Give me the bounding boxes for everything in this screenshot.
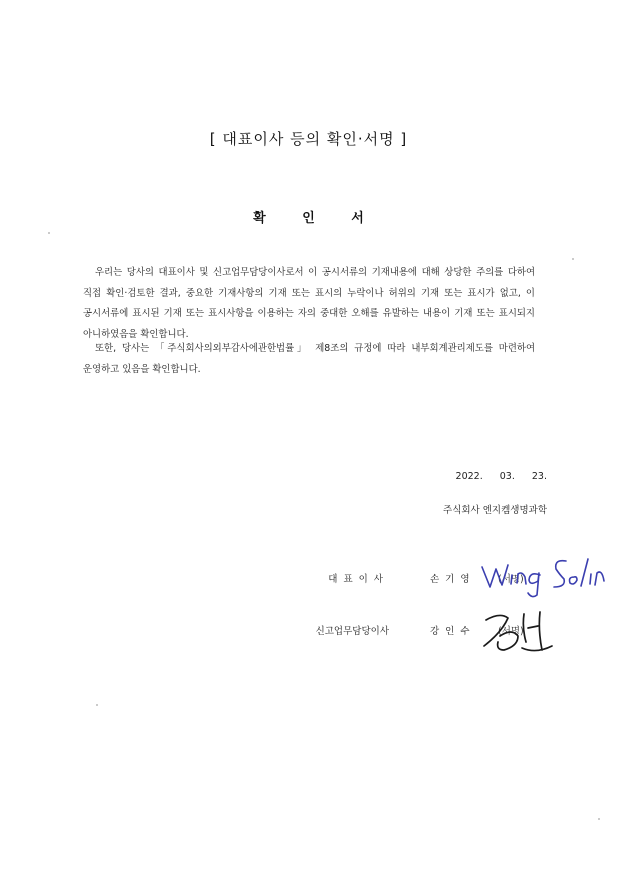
signatory-title: 신고업무담당이사 (315, 626, 389, 637)
signatory-name: 손기영 (430, 574, 476, 585)
signature-mark-label: (서명) (498, 626, 524, 637)
signatory-row-ceo (0, 571, 617, 595)
confirmation-paragraph: 우리는 당사의 대표이사 및 신고업무담당이사로서 이 공시서류의 기재내용에 대해 상당한 주의를 다하여 직접 확인·검토한 결과, 중요한 기재사항의 기재 또는 표시의 누락이나 허위의 기재 또는 표시가 없고, 이 공시서류에 표시된 기재 또는 표시사항을 이용하는 자의 중대한 오해를 유발하는 내용이 기재 또는 표시되지 아니하였음을 확인합니다. (83, 267, 535, 340)
signature-mark-label: (서명) (498, 574, 524, 585)
signatory-title: 대표이사 (328, 574, 389, 585)
scan-speck (572, 258, 574, 260)
signatory-row-disclosure-officer (0, 623, 617, 647)
section-heading: [ 대표이사 등의 확인·서명 ] (209, 130, 408, 148)
signatory-name: 강인수 (430, 626, 476, 637)
scan-speck (48, 232, 50, 234)
internal-control-paragraph: 또한, 당사는 「주식회사의외부감사에관한법률」 제8조의 규정에 따라 내부회계관리제도를 마련하여 운영하고 있음을 확인합니다. (83, 343, 535, 375)
company-name: 주식회사 엔지켐생명과학 (443, 505, 547, 516)
scan-speck (598, 818, 600, 820)
document-title: 확 인 서 (253, 211, 380, 226)
document-date: 2022. 03. 23. (455, 471, 547, 482)
scan-speck (96, 704, 98, 706)
